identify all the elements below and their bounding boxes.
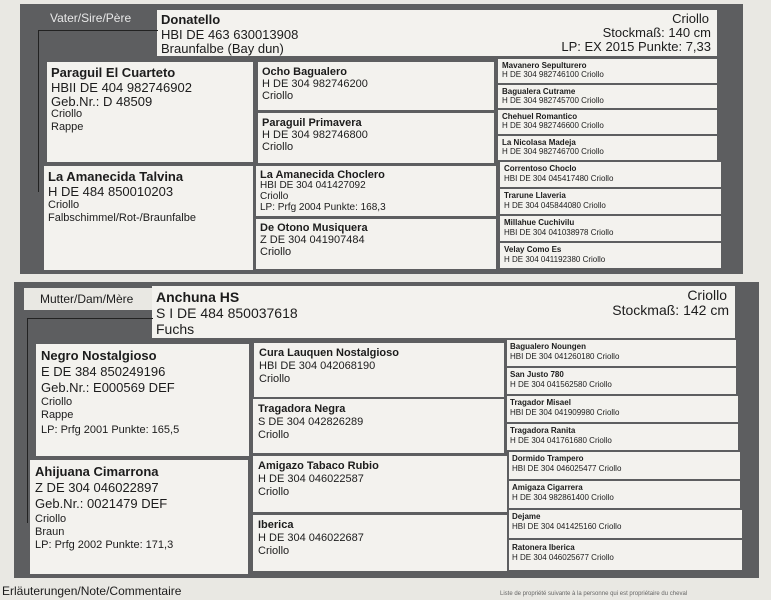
dam-gen4-8-line: H DE 304 046025677 Criollo xyxy=(512,553,614,562)
dam-gen3-4 xyxy=(253,515,507,571)
dam-gen2-1-name: Negro Nostalgioso xyxy=(41,348,157,363)
dam-gen2-2-breed: Criollo xyxy=(35,513,67,525)
dam-gen4-6-name: Amigaza Cigarrera xyxy=(512,483,583,492)
dam-reg: S I DE 484 850037618 xyxy=(156,305,298,321)
sire-gen3-2-breed: Criollo xyxy=(262,141,294,153)
sire-gen4-7 xyxy=(500,216,721,241)
dam-gen3-2-reg: S DE 304 042826289 xyxy=(258,416,364,428)
sire-gen3-1-reg: H DE 304 982746200 xyxy=(262,78,368,90)
sire-gen4-6-name: Trarune Llaveria xyxy=(504,191,566,200)
dam-box xyxy=(152,286,735,338)
dam-gen2-2-gebnr: Geb.Nr.: 0021479 DEF xyxy=(35,496,168,511)
dam-gen3-4-name: Iberica xyxy=(258,519,294,531)
dam-gen4-2 xyxy=(507,368,736,394)
dam-connector xyxy=(27,318,153,319)
sire-gen2-2-name: La Amanecida Talvina xyxy=(48,169,184,184)
dam-gen2-1-reg: E DE 384 850249196 xyxy=(41,364,166,379)
sire-gen4-7-name: Millahue Cuchivilu xyxy=(504,218,575,227)
sire-gen3-2-reg: H DE 304 982746800 xyxy=(262,129,368,141)
sire-gen2-1 xyxy=(47,62,253,162)
dam-gen3-1-reg: HBI DE 304 042068190 xyxy=(259,360,376,372)
dam-gen2-1 xyxy=(36,344,249,456)
footer-fineprint: Liste de propriété suivante à la personne qui est propriétaire du cheval xyxy=(500,591,688,597)
sire-gen4-2-name: Bagualera Cutrame xyxy=(502,87,576,96)
dam-label-strip xyxy=(24,288,152,310)
dam-gen3-3-name: Amigazo Tabaco Rubio xyxy=(258,460,379,472)
dam-gen2-1-gebnr: Geb.Nr.: E000569 DEF xyxy=(41,380,175,395)
sire-gen3-4-reg: Z DE 304 041907484 xyxy=(260,234,365,246)
sire-gen2-1-gebnr: Geb.Nr.: D 48509 xyxy=(51,94,153,109)
dam-color: Fuchs xyxy=(156,321,195,337)
sire-gen4-3 xyxy=(498,110,717,134)
sire-box xyxy=(157,10,717,56)
sire-gen3-3-reg: HBI DE 304 041427092 xyxy=(260,180,366,191)
dam-gen2-1-breed: Criollo xyxy=(41,396,73,408)
sire-gen3-3 xyxy=(256,166,496,216)
dam-name: Anchuna HS xyxy=(156,289,240,305)
sire-section-label: Vater/Sire/Père xyxy=(50,11,132,25)
dam-gen4-3-line: HBI DE 304 041909980 Criollo xyxy=(510,408,620,417)
dam-gen2-2-lp: LP: Prfg 2002 Punkte: 171,3 xyxy=(35,539,174,551)
sire-lp: LP: EX 2015 Punkte: 7,33 xyxy=(561,39,711,54)
sire-reg: HBI DE 463 630013908 xyxy=(161,27,299,42)
dam-gen4-1-line: HBI DE 304 041260180 Criollo xyxy=(510,352,620,361)
sire-gen4-4 xyxy=(498,136,717,160)
sire-gen4-6 xyxy=(500,189,721,214)
dam-gen4-7-name: Dejame xyxy=(512,512,541,521)
sire-gen4-7-line: HBI DE 304 041038978 Criollo xyxy=(504,228,614,237)
sire-gen3-3-name: La Amanecida Choclero xyxy=(260,169,385,181)
sire-gen3-1-name: Ocho Bagualero xyxy=(262,66,347,78)
sire-gen4-5-name: Correntoso Choclo xyxy=(504,164,577,173)
sire-gen4-3-line: H DE 304 982746600 Criollo xyxy=(502,121,604,130)
sire-gen4-4-name: La Nicolasa Madeja xyxy=(502,138,576,147)
sire-gen4-3-name: Chehuel Romantico xyxy=(502,112,578,121)
sire-gen4-6-line: H DE 304 045844080 Criollo xyxy=(504,201,606,210)
dam-gen4-8-name: Ratonera Iberica xyxy=(512,543,575,552)
sire-gen4-1-name: Mavanero Sepulturero xyxy=(502,61,587,70)
sire-gen4-5 xyxy=(500,162,721,187)
dam-gen3-3-breed: Criollo xyxy=(258,486,290,498)
sire-gen4-1 xyxy=(498,59,717,83)
sire-gen3-2-name: Paraguil Primavera xyxy=(262,117,362,129)
dam-gen3-3-reg: H DE 304 046022587 xyxy=(258,473,364,485)
dam-gen4-5-name: Dormido Trampero xyxy=(512,454,584,463)
sire-gen4-2-line: H DE 304 982745700 Criollo xyxy=(502,96,604,105)
dam-gen3-1-name: Cura Lauquen Nostalgioso xyxy=(259,347,399,359)
sire-gen2-1-color: Rappe xyxy=(51,121,84,133)
dam-gen4-6 xyxy=(509,481,740,508)
dam-height: Stockmaß: 142 cm xyxy=(612,302,729,318)
dam-gen2-1-color: Rappe xyxy=(41,409,74,421)
sire-gen3-4-name: De Otono Musiquera xyxy=(260,222,368,234)
dam-gen3-3 xyxy=(253,456,507,512)
sire-breed: Criollo xyxy=(672,11,709,26)
sire-gen3-4-breed: Criollo xyxy=(260,246,292,258)
sire-gen4-5-line: HBI DE 304 045417480 Criollo xyxy=(504,174,614,183)
dam-gen2-2-color: Braun xyxy=(35,526,65,538)
dam-gen3-4-breed: Criollo xyxy=(258,545,290,557)
dam-gen3-2-breed: Criollo xyxy=(258,429,290,441)
dam-gen2-2-name: Ahijuana Cimarrona xyxy=(35,464,159,479)
sire-gen3-1-breed: Criollo xyxy=(262,90,294,102)
dam-breed: Criollo xyxy=(687,287,727,303)
dam-connector-vert xyxy=(27,318,28,523)
dam-gen4-4-line: H DE 304 041761680 Criollo xyxy=(510,436,612,445)
sire-gen4-4-line: H DE 304 982746700 Criollo xyxy=(502,147,604,156)
dam-gen2-2-reg: Z DE 304 046022897 xyxy=(35,480,159,495)
sire-name: Donatello xyxy=(161,12,221,27)
dam-gen4-1-name: Bagualero Noungen xyxy=(510,342,587,351)
sire-gen2-2-color: Falbschimmel/Rot-/Braunfalbe xyxy=(48,212,196,224)
sire-gen2-2-breed: Criollo xyxy=(48,199,80,211)
dam-gen3-4-reg: H DE 304 046022687 xyxy=(258,532,364,544)
sire-gen4-1-line: H DE 304 982746100 Criollo xyxy=(502,70,604,79)
sire-gen2-2-reg: H DE 484 850010203 xyxy=(48,184,174,199)
footer-label: Erläuterungen/Note/Commentaire xyxy=(2,584,182,598)
dam-gen4-2-line: H DE 304 041562580 Criollo xyxy=(510,380,612,389)
dam-gen4-6-line: H DE 304 982861400 Criollo xyxy=(512,493,614,502)
dam-gen3-1 xyxy=(254,343,504,397)
sire-gen3-2 xyxy=(258,113,494,163)
dam-gen4-4 xyxy=(507,424,738,450)
sire-connector-vert xyxy=(38,30,39,192)
sire-gen3-3-breed: Criollo xyxy=(260,191,289,202)
dam-gen4-5 xyxy=(509,452,740,479)
dam-gen4-3 xyxy=(507,396,738,422)
dam-gen2-2 xyxy=(30,460,248,574)
sire-gen2-1-breed: Criollo xyxy=(51,108,83,120)
dam-gen4-7-line: HBI DE 304 041425160 Criollo xyxy=(512,522,622,531)
dam-gen2-1-lp: LP: Prfg 2001 Punkte: 165,5 xyxy=(41,424,180,436)
sire-gen2-1-reg: HBII DE 404 982746902 xyxy=(51,80,192,95)
dam-gen3-1-breed: Criollo xyxy=(259,373,291,385)
dam-gen4-1 xyxy=(507,340,736,366)
dam-gen4-8 xyxy=(509,540,742,570)
sire-gen3-3-lp: LP: Prfg 2004 Punkte: 168,3 xyxy=(260,202,386,213)
sire-connector xyxy=(38,30,158,31)
sire-gen2-2 xyxy=(44,166,253,270)
sire-gen4-8 xyxy=(500,243,721,268)
dam-gen3-2-name: Tragadora Negra xyxy=(258,403,346,415)
dam-gen4-5-line: HBI DE 304 046025477 Criollo xyxy=(512,464,622,473)
sire-gen3-1 xyxy=(258,62,494,110)
dam-gen4-2-name: San Justo 780 xyxy=(510,370,564,379)
dam-gen4-3-name: Tragador Misael xyxy=(510,398,571,407)
dam-gen4-4-name: Tragadora Ranita xyxy=(510,426,576,435)
dam-gen3-2 xyxy=(253,399,504,453)
dam-section-label-text: Mutter/Dam/Mère xyxy=(40,292,134,306)
sire-height: Stockmaß: 140 cm xyxy=(602,25,711,40)
sire-color: Braunfalbe (Bay dun) xyxy=(161,41,284,56)
sire-gen3-4 xyxy=(256,219,496,269)
dam-gen4-7 xyxy=(509,510,742,538)
sire-gen4-8-name: Velay Como Es xyxy=(504,245,562,254)
sire-gen4-8-line: H DE 304 041192380 Criollo xyxy=(504,255,606,264)
sire-gen4-2 xyxy=(498,85,717,108)
sire-gen2-1-name: Paraguil El Cuarteto xyxy=(51,65,176,80)
